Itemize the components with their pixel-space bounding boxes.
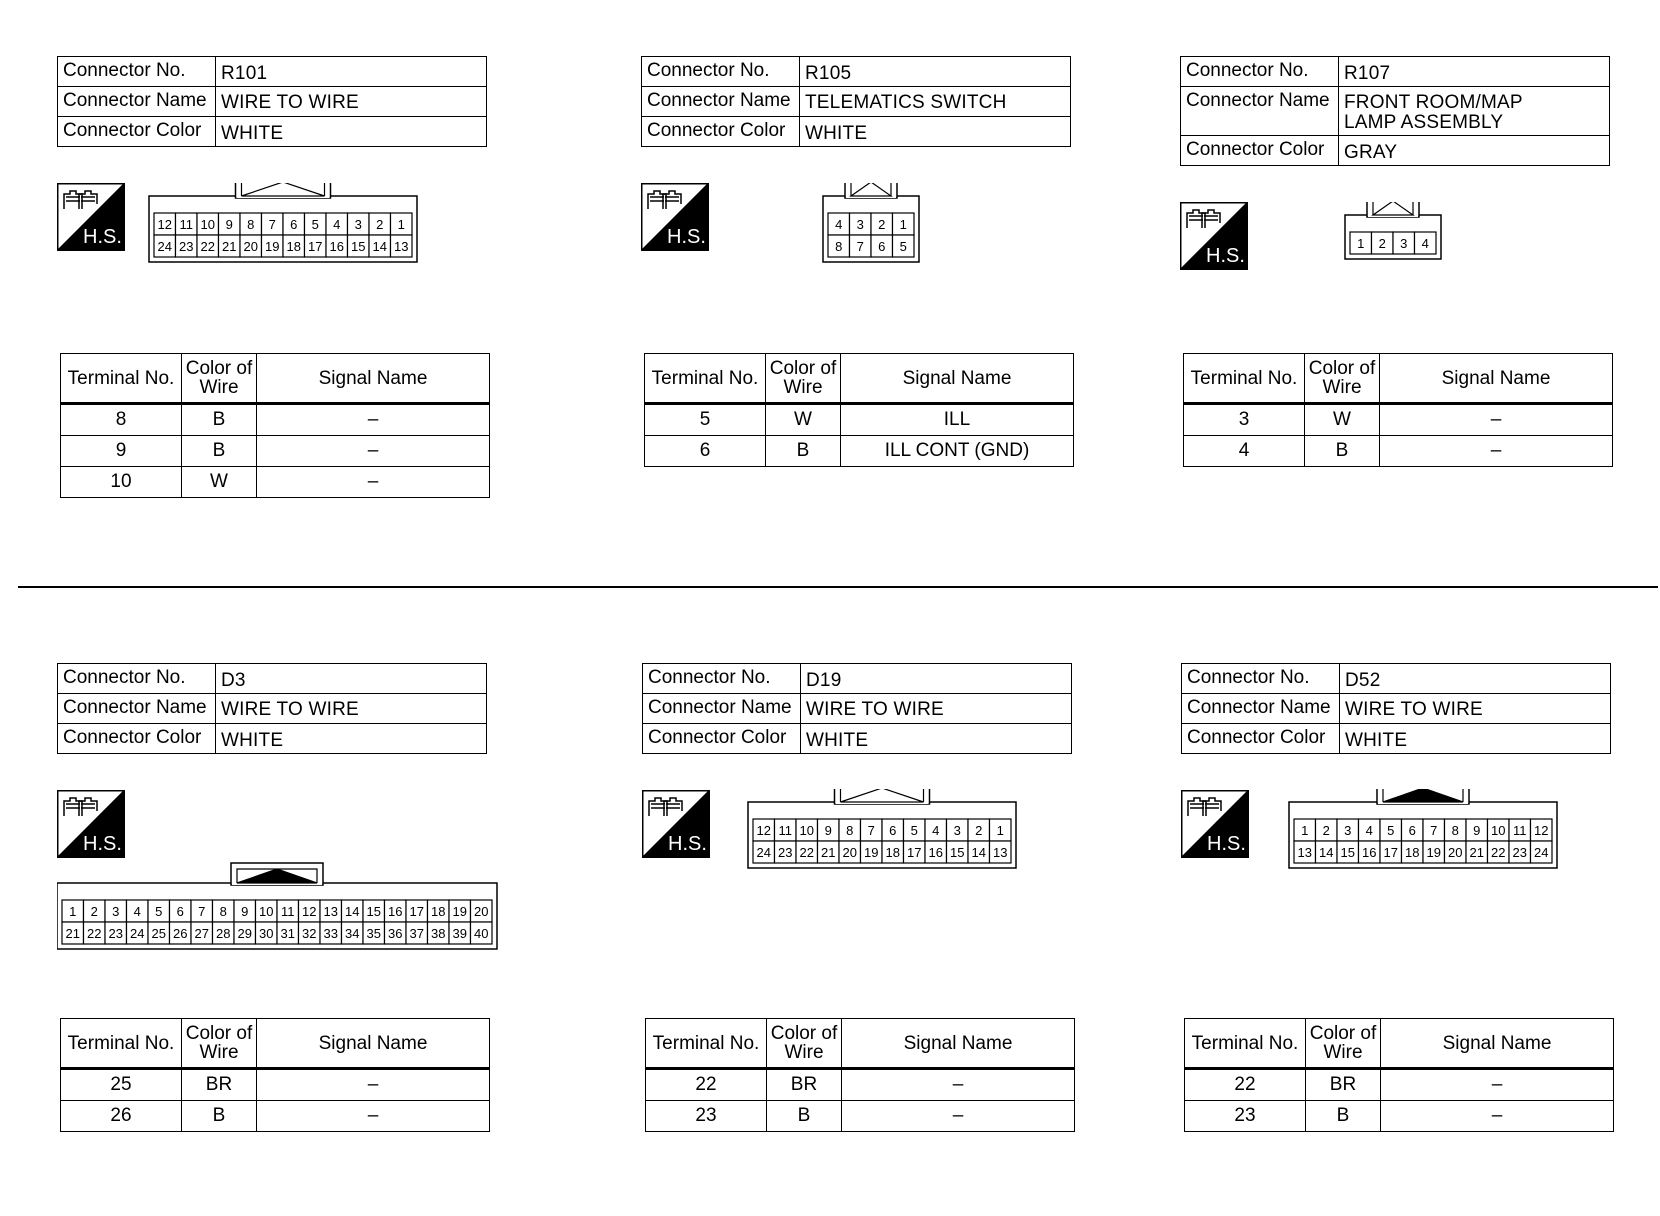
pin-number: 1 [1301, 823, 1309, 838]
terminal-no-header: Terminal No. [645, 354, 766, 404]
hs-label: H.S. [1206, 245, 1245, 267]
connector-color-label: Connector Color [1181, 136, 1339, 166]
pin-number: 1 [397, 217, 405, 232]
connector-color-label: Connector Color [1182, 724, 1340, 754]
harness-side-icon [641, 183, 709, 251]
pin-number: 5 [311, 217, 319, 232]
pin-number: 3 [1400, 236, 1408, 251]
pin-number: 17 [409, 904, 424, 919]
pin-number: 7 [198, 904, 206, 919]
terminal-table [645, 1018, 1075, 1132]
pin-number: 13 [323, 904, 338, 919]
pin-number: 20 [842, 845, 857, 860]
terminal-no-header: Terminal No. [1185, 1019, 1306, 1069]
pin-number: 4 [1365, 823, 1373, 838]
pin-number: 24 [1534, 845, 1549, 860]
pin-number: 3 [953, 823, 961, 838]
pin-number: 9 [225, 217, 233, 232]
pin-number: 8 [1451, 823, 1459, 838]
pin-number: 7 [867, 823, 875, 838]
pin-number: 21 [222, 239, 237, 254]
pin-number: 10 [1491, 823, 1506, 838]
pin-number: 16 [329, 239, 344, 254]
pin-number: 24 [130, 926, 145, 941]
table-row: 5 W ILL [645, 404, 1074, 436]
pin-number: 2 [1322, 823, 1330, 838]
connector-name-label: Connector Name [58, 87, 216, 117]
pin-number: 23 [1512, 845, 1527, 860]
pin-number: 17 [907, 845, 922, 860]
pin-number: 18 [431, 904, 446, 919]
pin-layout-diagram [1287, 789, 1577, 879]
pin-number: 1 [1357, 236, 1365, 251]
pin-number: 27 [194, 926, 209, 941]
pin-number: 18 [885, 845, 900, 860]
signal-name-header: Signal Name [842, 1019, 1075, 1069]
table-row: 4 B – [1184, 436, 1613, 467]
pin-number: 16 [388, 904, 403, 919]
pin-number: 21 [1469, 845, 1484, 860]
table-row: 10 W – [61, 467, 490, 498]
pin-number: 11 [778, 823, 792, 838]
pin-number: 2 [1378, 236, 1386, 251]
table-row: 6 B ILL CONT (GND) [645, 436, 1074, 467]
pin-number: 6 [1408, 823, 1416, 838]
table-row: 25 BR – [61, 1069, 490, 1101]
pin-number: 8 [846, 823, 854, 838]
wire-color-header: Color of Wire [182, 1019, 257, 1069]
pin-number: 13 [394, 239, 409, 254]
pin-number: 7 [268, 217, 276, 232]
connector-color-value: WHITE [216, 724, 487, 754]
pin-number: 22 [200, 239, 215, 254]
connector-no-label: Connector No. [58, 664, 216, 694]
table-row: 22 BR – [1185, 1069, 1614, 1101]
table-row: 22 BR – [646, 1069, 1075, 1101]
connector-color-value: WHITE [801, 724, 1072, 754]
pin-number: 2 [90, 904, 98, 919]
connector-panel-d3 [57, 663, 527, 1163]
pin-number: 34 [345, 926, 360, 941]
terminal-no-header: Terminal No. [646, 1019, 767, 1069]
pin-number: 5 [155, 904, 163, 919]
table-row: 23 B – [1185, 1101, 1614, 1132]
pin-number: 14 [1319, 845, 1334, 860]
connector-no-value: R101 [216, 57, 487, 87]
pin-number: 33 [323, 926, 338, 941]
pin-number: 32 [302, 926, 317, 941]
pin-number: 11 [179, 217, 193, 232]
pin-number: 6 [889, 823, 897, 838]
terminal-table [60, 1018, 490, 1132]
pin-number: 20 [1448, 845, 1463, 860]
pin-number: 13 [993, 845, 1008, 860]
pin-layout-diagram [57, 862, 532, 957]
connector-color-label: Connector Color [58, 724, 216, 754]
wire-color-header: Color of Wire [766, 354, 841, 404]
terminal-no-header: Terminal No. [1184, 354, 1305, 404]
pin-number: 6 [290, 217, 298, 232]
pin-number: 30 [259, 926, 274, 941]
pin-number: 4 [1421, 236, 1429, 251]
pin-number: 21 [65, 926, 80, 941]
harness-side-icon [57, 183, 125, 251]
pin-number: 35 [366, 926, 381, 941]
pin-number: 36 [388, 926, 403, 941]
pin-number: 38 [431, 926, 446, 941]
pin-number: 26 [173, 926, 188, 941]
pin-number: 1 [899, 217, 907, 232]
pin-number: 5 [899, 239, 907, 254]
pin-number: 6 [176, 904, 184, 919]
connector-color-label: Connector Color [642, 117, 800, 147]
connector-panel-d52 [1181, 663, 1651, 1163]
pin-number: 17 [1383, 845, 1398, 860]
connector-name-value: WIRE TO WIRE [216, 694, 487, 724]
connector-name-value: WIRE TO WIRE [216, 87, 487, 117]
connector-color-value: WHITE [800, 117, 1071, 147]
connector-panel-r105 [641, 56, 1111, 556]
pin-number: 14 [971, 845, 986, 860]
pin-layout-diagram [746, 789, 1036, 879]
connector-name-value: TELEMATICS SWITCH [800, 87, 1071, 117]
pin-number: 19 [265, 239, 280, 254]
pin-number: 3 [856, 217, 864, 232]
pin-number: 9 [824, 823, 832, 838]
harness-side-icon [57, 790, 125, 858]
connector-no-label: Connector No. [643, 664, 801, 694]
connector-no-label: Connector No. [1182, 664, 1340, 694]
pin-number: 12 [302, 904, 317, 919]
connector-no-label: Connector No. [1181, 57, 1339, 87]
connector-color-label: Connector Color [643, 724, 801, 754]
pin-number: 28 [216, 926, 231, 941]
terminal-table [1184, 1018, 1614, 1132]
pin-number: 2 [975, 823, 983, 838]
connector-info-table [642, 663, 1072, 754]
connector-panel-d19 [642, 663, 1112, 1163]
hs-label: H.S. [668, 833, 707, 855]
connector-color-value: GRAY [1339, 136, 1610, 166]
pin-number: 19 [1426, 845, 1441, 860]
pin-number: 31 [280, 926, 295, 941]
hs-label: H.S. [1207, 833, 1246, 855]
connector-info-table [641, 56, 1071, 147]
pin-number: 20 [474, 904, 489, 919]
wire-color-header: Color of Wire [182, 354, 257, 404]
table-row: 3 W – [1184, 404, 1613, 436]
pin-number: 21 [821, 845, 836, 860]
table-row: 23 B – [646, 1101, 1075, 1132]
pin-number: 16 [1362, 845, 1377, 860]
pin-number: 3 [1344, 823, 1352, 838]
signal-name-header: Signal Name [257, 1019, 490, 1069]
pin-number: 1 [996, 823, 1004, 838]
pin-number: 22 [87, 926, 102, 941]
harness-side-icon [1181, 790, 1249, 858]
pin-number: 4 [133, 904, 141, 919]
connector-info-table [57, 663, 487, 754]
harness-side-icon [642, 790, 710, 858]
terminal-table [1183, 353, 1613, 467]
pin-number: 37 [409, 926, 424, 941]
pin-layout-diagram [147, 183, 437, 273]
pin-number: 5 [1387, 823, 1395, 838]
signal-name-header: Signal Name [1381, 1019, 1614, 1069]
pin-number: 22 [1491, 845, 1506, 860]
connector-no-value: R105 [800, 57, 1071, 87]
hs-label: H.S. [667, 226, 706, 248]
connector-name-label: Connector Name [1182, 694, 1340, 724]
pin-number: 2 [376, 217, 384, 232]
wire-color-header: Color of Wire [1306, 1019, 1381, 1069]
terminal-no-header: Terminal No. [61, 1019, 182, 1069]
pin-number: 9 [1473, 823, 1481, 838]
pin-number: 15 [351, 239, 366, 254]
pin-number: 1 [69, 904, 77, 919]
terminal-table [644, 353, 1074, 467]
connector-name-label: Connector Name [58, 694, 216, 724]
pin-number: 18 [1405, 845, 1420, 860]
harness-side-icon [1180, 202, 1248, 270]
terminal-table [60, 353, 490, 498]
connector-color-value: WHITE [1340, 724, 1611, 754]
pin-number: 19 [452, 904, 467, 919]
pin-number: 13 [1297, 845, 1312, 860]
connector-name-value: WIRE TO WIRE [1340, 694, 1611, 724]
pin-number: 5 [910, 823, 918, 838]
pin-number: 4 [333, 217, 341, 232]
signal-name-header: Signal Name [257, 354, 490, 404]
wire-color-header: Color of Wire [767, 1019, 842, 1069]
pin-number: 3 [354, 217, 362, 232]
pin-number: 22 [799, 845, 814, 860]
pin-number: 11 [1513, 823, 1527, 838]
connector-color-label: Connector Color [58, 117, 216, 147]
pin-number: 12 [1534, 823, 1549, 838]
pin-number: 15 [950, 845, 965, 860]
connector-panel-r107 [1180, 56, 1650, 556]
pin-number: 8 [247, 217, 255, 232]
pin-number: 6 [878, 239, 886, 254]
pin-number: 23 [778, 845, 793, 860]
pin-number: 16 [928, 845, 943, 860]
pin-number: 11 [281, 904, 295, 919]
table-row: 9 B – [61, 436, 490, 467]
connector-color-value: WHITE [216, 117, 487, 147]
pin-layout-diagram [1343, 202, 1463, 272]
pin-number: 12 [756, 823, 771, 838]
pin-number: 23 [179, 239, 194, 254]
hs-label: H.S. [83, 226, 122, 248]
pin-number: 40 [474, 926, 489, 941]
pin-number: 10 [799, 823, 814, 838]
connector-no-label: Connector No. [642, 57, 800, 87]
hs-label: H.S. [83, 833, 122, 855]
pin-number: 4 [932, 823, 940, 838]
pin-number: 8 [219, 904, 227, 919]
pin-number: 20 [243, 239, 258, 254]
table-row: 26 B – [61, 1101, 490, 1132]
pin-number: 15 [1340, 845, 1355, 860]
pin-number: 19 [864, 845, 879, 860]
connector-name-value: FRONT ROOM/MAP LAMP ASSEMBLY [1339, 87, 1610, 136]
section-divider [18, 586, 1658, 588]
pin-number: 17 [308, 239, 323, 254]
pin-number: 10 [259, 904, 274, 919]
wire-color-header: Color of Wire [1305, 354, 1380, 404]
terminal-no-header: Terminal No. [61, 354, 182, 404]
signal-name-header: Signal Name [841, 354, 1074, 404]
connector-no-value: D52 [1340, 664, 1611, 694]
pin-layout-diagram [821, 183, 941, 273]
pin-number: 23 [108, 926, 123, 941]
connector-no-value: R107 [1339, 57, 1610, 87]
pin-number: 39 [452, 926, 467, 941]
pin-number: 25 [151, 926, 166, 941]
connector-info-table [1180, 56, 1610, 166]
connector-name-label: Connector Name [643, 694, 801, 724]
pin-number: 12 [157, 217, 172, 232]
pin-number: 9 [241, 904, 249, 919]
pin-number: 18 [286, 239, 301, 254]
pin-number: 14 [372, 239, 387, 254]
connector-name-label: Connector Name [1181, 87, 1339, 136]
pin-number: 15 [366, 904, 381, 919]
pin-number: 10 [200, 217, 215, 232]
pin-number: 24 [157, 239, 172, 254]
pin-number: 24 [756, 845, 771, 860]
connector-info-table [57, 56, 487, 147]
pin-number: 7 [1430, 823, 1438, 838]
connector-no-label: Connector No. [58, 57, 216, 87]
pin-number: 3 [112, 904, 120, 919]
connector-info-table [1181, 663, 1611, 754]
pin-number: 4 [835, 217, 843, 232]
connector-no-value: D3 [216, 664, 487, 694]
table-row: 8 B – [61, 404, 490, 436]
pin-number: 8 [835, 239, 843, 254]
pin-number: 14 [345, 904, 360, 919]
pin-number: 29 [237, 926, 252, 941]
signal-name-header: Signal Name [1380, 354, 1613, 404]
connector-name-value: WIRE TO WIRE [801, 694, 1072, 724]
pin-number: 2 [878, 217, 886, 232]
connector-name-label: Connector Name [642, 87, 800, 117]
connector-no-value: D19 [801, 664, 1072, 694]
pin-number: 7 [856, 239, 864, 254]
connector-panel-r101 [57, 56, 527, 556]
